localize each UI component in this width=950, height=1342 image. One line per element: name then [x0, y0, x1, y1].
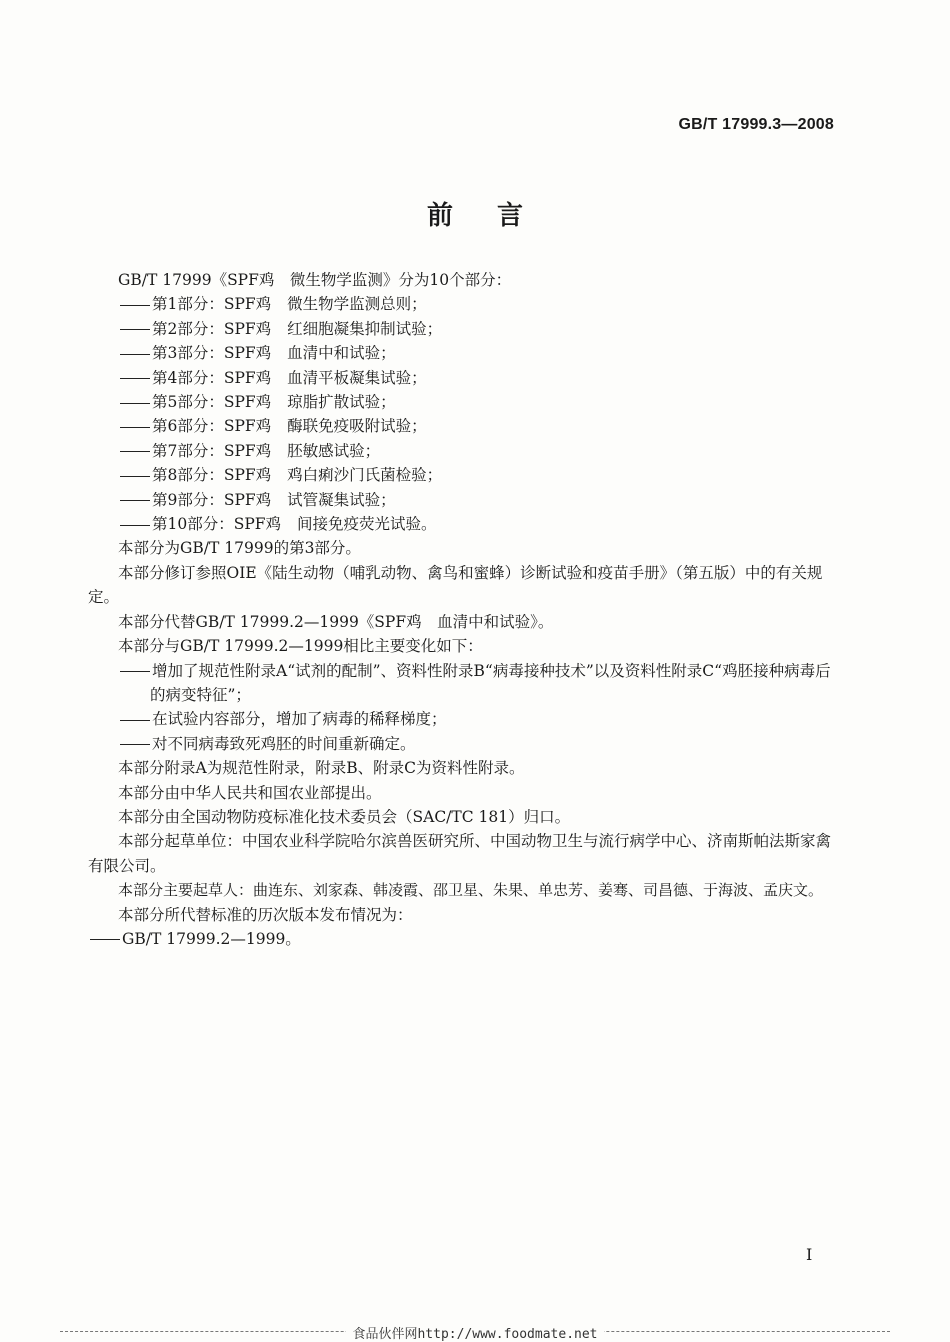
list-item: 第4部分：SPF鸡 血清平板凝集试验； — [88, 366, 834, 390]
part-of-paragraph: 本部分为GB/T 17999的第3部分。 — [118, 539, 361, 558]
drafters-paragraph: 本部分主要起草人：曲连东、刘家森、韩凌霞、邵卫星、朱果、单忠芳、姜骞、司昌德、于海波、孟庆文。 — [118, 881, 824, 900]
list-item: 第8部分：SPF鸡 鸡白痢沙门氏菌检验； — [88, 463, 834, 487]
dash-mark — [120, 451, 150, 452]
dash-mark — [120, 476, 150, 477]
centralized-paragraph: 本部分由全国动物防疫标准化技术委员会（SAC/TC 181）归口。 — [118, 807, 571, 826]
dash-mark — [120, 744, 150, 745]
changes-intro-paragraph: 本部分与GB/T 17999.2—1999相比主要变化如下： — [118, 637, 483, 656]
dash-mark — [120, 378, 150, 379]
list-item: 在试验内容部分，增加了病毒的稀释梯度； — [88, 707, 834, 731]
reference-paragraph: 本部分修订参照OIE《陆生动物（哺乳动物、禽鸟和蜜蜂）诊断试验和疫苗手册》（第五版）中的有关规定。 — [88, 563, 823, 607]
list-item: 第6部分：SPF鸡 酶联免疫吸附试验； — [88, 414, 834, 438]
document-body — [88, 268, 834, 951]
dash-mark — [90, 939, 120, 940]
dash-mark — [120, 427, 150, 428]
list-item: GB/T 17999.2—1999。 — [88, 927, 834, 951]
replaces-paragraph: 本部分代替GB/T 17999.2—1999《SPF鸡 血清中和试验》。 — [118, 612, 554, 631]
dash-mark — [120, 720, 150, 721]
history-paragraph: 本部分所代替标准的历次版本发布情况为： — [118, 905, 413, 924]
drafting-units-paragraph: 本部分起草单位：中国农业科学院哈尔滨兽医研究所、中国动物卫生与流行病学中心、济南斯帕法斯家禽有限公司。 — [88, 832, 832, 875]
annex-paragraph: 本部分附录A为规范性附录，附录B、附录C为资料性附录。 — [118, 759, 525, 778]
list-item: 第7部分：SPF鸡 胚敏感试验； — [88, 439, 834, 463]
list-item: 第5部分：SPF鸡 琼脂扩散试验； — [88, 390, 834, 414]
list-item: 增加了规范性附录A“试剂的配制”、资料性附录B“病毒接种技术”以及资料性附录C“鸡胚接种病毒后的病变特征”； — [88, 659, 834, 708]
dash-mark — [120, 525, 150, 526]
standard-number: GB/T 17999.3—2008 — [678, 116, 834, 133]
list-item: 对不同病毒致死鸡胚的时间重新确定。 — [88, 732, 834, 756]
list-item: 第3部分：SPF鸡 血清中和试验； — [88, 341, 834, 365]
list-item: 第2部分：SPF鸡 红细胞凝集抑制试验； — [88, 317, 834, 341]
dash-mark — [120, 671, 150, 672]
list-item: 第9部分：SPF鸡 试管凝集试验； — [88, 488, 834, 512]
dash-mark — [120, 329, 150, 330]
changes-list — [88, 659, 834, 757]
history-list — [88, 927, 834, 951]
dash-mark — [120, 305, 150, 306]
page-number: I — [806, 1245, 813, 1264]
dash-mark — [120, 403, 150, 404]
footer-watermark: 食品伙伴网http://www.foodmate.net — [0, 1323, 950, 1342]
parts-list — [88, 292, 834, 536]
list-item: 第1部分：SPF鸡 微生物学监测总则； — [88, 292, 834, 316]
page-title: 前言 — [426, 201, 567, 231]
intro-paragraph: GB/T 17999《SPF鸡 微生物学监测》分为10个部分： — [118, 271, 512, 289]
dash-mark — [120, 354, 150, 355]
dash-mark — [120, 500, 150, 501]
list-item: 第10部分：SPF鸡 间接免疫荧光试验。 — [88, 512, 834, 536]
proposed-paragraph: 本部分由中华人民共和国农业部提出。 — [118, 783, 382, 802]
